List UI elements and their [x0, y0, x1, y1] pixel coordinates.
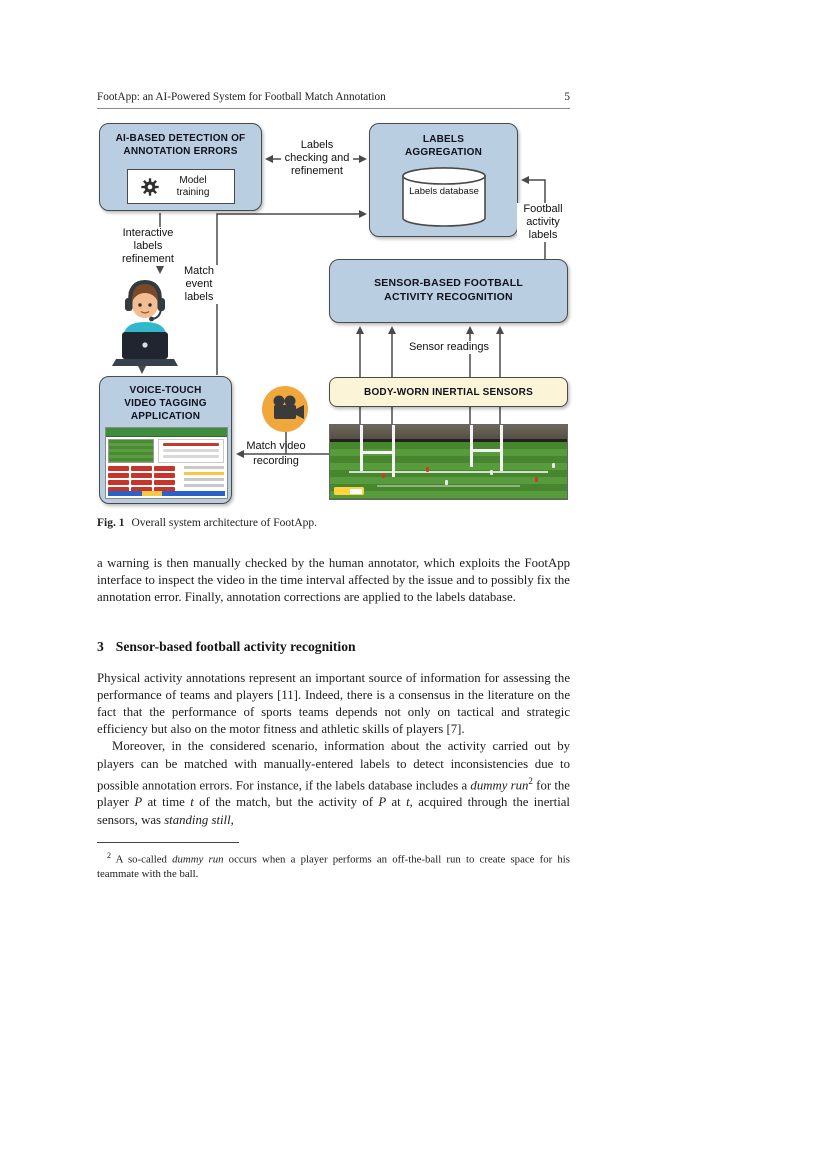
- label-match-video: Match video recording: [246, 440, 306, 468]
- goal-post: [470, 425, 473, 467]
- content-column: [97, 0, 570, 881]
- ai-error-detection-box: [99, 123, 262, 211]
- app-header-bar: [106, 428, 227, 437]
- text-segment: A so-called: [111, 853, 173, 866]
- player-dot: [552, 463, 555, 468]
- goal-crossbar: [470, 449, 502, 452]
- app-timeline-bar: [108, 491, 225, 496]
- goal-post: [360, 425, 363, 471]
- italic-term: t: [406, 795, 410, 810]
- pitch-marking: [349, 471, 548, 473]
- figure-caption: [97, 517, 570, 529]
- italic-term: t: [190, 795, 194, 810]
- page-number: 5: [564, 91, 570, 103]
- app-tag-buttons: [108, 466, 180, 492]
- text-segment: ,: [230, 812, 234, 827]
- text-segment: occurs when a player performs an off-the-ball run to create space for his teammate with the ball.: [97, 853, 570, 880]
- player-dot: [490, 470, 493, 475]
- app-video-thumb: [108, 439, 154, 463]
- italic-term: dummy run: [470, 778, 529, 793]
- italic-term: P: [378, 795, 387, 810]
- ai-error-detection-title: AI-BASED DETECTION OF ANNOTATION ERRORS: [115, 133, 246, 157]
- footnote-rule: [97, 842, 239, 843]
- app-list-rows: [184, 466, 224, 490]
- paragraph-1: a warning is then manually checked by the human annotator, which exploits the FootApp interface to inspect the video in the time interval affected by the issue and to possibly fix the annotation error. Finally, annotation corrections are applied to the labels database.: [97, 556, 570, 605]
- text-segment: , acquired through the inertial sensors, was: [97, 795, 570, 827]
- labels-database-label: Labels database: [409, 186, 479, 197]
- body-worn-sensors-title: BODY-WORN INERTIAL SENSORS: [364, 386, 533, 398]
- voice-touch-app-box: [99, 376, 232, 504]
- annotator-illustration: [107, 275, 183, 373]
- italic-term: standing still: [164, 812, 231, 827]
- text-segment: at time: [142, 795, 191, 810]
- player-dot: [426, 467, 429, 472]
- app-screenshot: [105, 427, 228, 499]
- football-field-photo: [329, 424, 568, 500]
- sensor-recognition-box: [329, 259, 568, 323]
- player-dot: [445, 480, 448, 485]
- footnote: [97, 849, 570, 881]
- label-labels-checking: Labels checking and refinement: [281, 139, 353, 178]
- italic-term: dummy run: [172, 853, 224, 866]
- figure-1: [97, 119, 570, 529]
- model-training-box: [127, 169, 235, 204]
- footnote-reference: 2: [528, 775, 533, 786]
- player-dot: [382, 473, 385, 478]
- paragraph-3: [97, 738, 570, 828]
- running-head: [97, 91, 570, 109]
- body-worn-sensors-box: [329, 377, 568, 407]
- section-number: 3: [97, 638, 104, 654]
- labels-aggregation-title: LABELS AGGREGATION: [404, 134, 482, 158]
- footnote-marker: 2: [107, 850, 111, 860]
- section-title: Sensor-based football activity recognition: [115, 638, 356, 654]
- goal-crossbar: [360, 451, 394, 454]
- section-heading: [97, 639, 570, 655]
- stadium-stands: [330, 425, 567, 439]
- architecture-diagram: [97, 119, 570, 507]
- label-match-event: Match event labels: [175, 265, 223, 304]
- text-segment: of the match, but the activity of: [193, 795, 379, 810]
- arrow-sensor-readings: [360, 332, 500, 377]
- labels-database-cylinder: [400, 165, 488, 229]
- sensor-recognition-title: SENSOR-BASED FOOTBALL ACTIVITY RECOGNITION: [374, 277, 523, 303]
- paragraph-2: Physical activity annotations represent an important source of information for assessing the performance of teams and players [11]. Indeed, there is a consensus in the literature on the fact that the performance of sports teams depends not only on tactical and strategic efficiency but also on the motor fitness and athletic skills of players [7].: [97, 670, 570, 737]
- model-training-label: Model training: [176, 174, 210, 198]
- text-segment: Moreover, in the considered scenario, information about the activity carried out by players can be matched with manually-entered labels to detect inconsistencies due to possible annotation errors. For instance, if the labels database includes a: [97, 739, 570, 793]
- running-head-title: FootApp: an AI-Powered System for Football Match Annotation: [97, 91, 386, 103]
- player-dot: [535, 477, 538, 482]
- video-camera-icon: [261, 385, 309, 433]
- figure-caption-label: Fig. 1: [97, 517, 125, 529]
- figure-caption-text: Overall system architecture of FootApp.: [131, 517, 318, 529]
- labels-aggregation-box: [369, 123, 518, 237]
- score-overlay: [334, 487, 364, 495]
- gear-icon: [140, 177, 160, 197]
- app-info-panel: [158, 439, 224, 463]
- text-segment: at: [386, 795, 407, 810]
- goal-post: [500, 425, 503, 471]
- label-interactive-refinement: Interactive labels refinement: [115, 227, 181, 266]
- text-segment: for the player: [97, 778, 570, 810]
- line-sensor-connectors: [360, 407, 500, 424]
- pitch-marking: [377, 485, 519, 487]
- italic-term: P: [134, 795, 143, 810]
- voice-touch-app-title: VOICE-TOUCH VIDEO TAGGING APPLICATION: [124, 385, 207, 422]
- label-sensor-readings: Sensor readings: [403, 341, 495, 354]
- label-football-activity: Football activity labels: [517, 203, 569, 242]
- annotator-person: [107, 275, 183, 373]
